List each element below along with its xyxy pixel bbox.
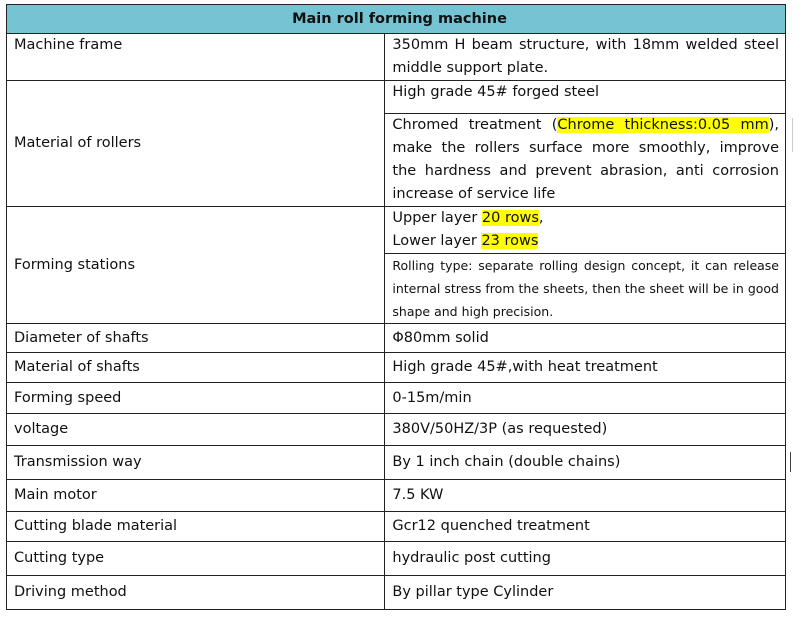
spec-table <box>6 4 786 610</box>
main-motor-label: Main motor <box>7 480 385 512</box>
driving-method-value: By pillar type Cylinder <box>385 576 786 610</box>
table-row <box>7 576 786 610</box>
edge-mark-bottom <box>790 452 791 472</box>
lower-layer-line <box>392 230 785 253</box>
shaft-diameter-value: Φ80mm solid <box>385 324 786 353</box>
table-row <box>7 324 786 353</box>
forming-stations-value <box>385 207 786 254</box>
chrome-text-post: ), make the rollers surface more smoothly, improve the hardness and prevent abrasion, anti corrosion increase of service life <box>392 117 779 202</box>
driving-method-label: Driving method <box>7 576 385 610</box>
cutting-type-label: Cutting type <box>7 542 385 576</box>
chrome-thickness-highlight: Chrome thickness:0.05 mm <box>557 117 769 133</box>
lower-layer-text: Lower layer <box>392 233 482 249</box>
table-row <box>7 34 786 81</box>
forming-stations-label: Forming stations <box>7 207 385 324</box>
table-row <box>7 383 786 414</box>
table-row <box>7 81 786 114</box>
shaft-material-label: Material of shafts <box>7 353 385 383</box>
table-row <box>7 414 786 446</box>
lower-layer-rows-highlight: 23 rows <box>481 233 539 249</box>
table-row <box>7 353 786 383</box>
shaft-diameter-label: Diameter of shafts <box>7 324 385 353</box>
voltage-value: 380V/50HZ/3P (as requested) <box>385 414 786 446</box>
chrome-text-pre: Chromed treatment ( <box>392 117 558 133</box>
forming-speed-label: Forming speed <box>7 383 385 414</box>
material-of-rollers-value-2 <box>385 114 786 207</box>
machine-frame-label: Machine frame <box>7 34 385 81</box>
material-of-rollers-value-1: High grade 45# forged steel <box>385 81 786 114</box>
table-row <box>7 207 786 254</box>
cutting-blade-value: Gcr12 quenched treatment <box>385 512 786 542</box>
table-title: Main roll forming machine <box>7 5 786 34</box>
table-row <box>7 480 786 512</box>
upper-layer-line <box>392 207 785 230</box>
shaft-material-value: High grade 45#,with heat treatment <box>385 353 786 383</box>
transmission-value: By 1 inch chain (double chains) <box>385 446 786 480</box>
cutting-blade-label: Cutting blade material <box>7 512 385 542</box>
upper-layer-text: Upper layer <box>392 210 482 226</box>
edge-mark-top <box>792 118 793 152</box>
machine-frame-value: 350mm H beam structure, with 18mm welded steel middle support plate. <box>385 34 786 81</box>
upper-layer-rows-highlight: 20 rows <box>481 210 539 226</box>
table-row <box>7 446 786 480</box>
main-motor-value: 7.5 KW <box>385 480 786 512</box>
rolling-type-note: Rolling type: separate rolling design concept, it can release internal stress from the sheets, then the sheet will be in good shape and high precision. <box>385 254 786 324</box>
voltage-label: voltage <box>7 414 385 446</box>
table-row <box>7 512 786 542</box>
material-of-rollers-label: Material of rollers <box>7 81 385 207</box>
upper-layer-comma: , <box>538 210 544 226</box>
forming-speed-value: 0-15m/min <box>385 383 786 414</box>
transmission-label: Transmission way <box>7 446 385 480</box>
table-row <box>7 542 786 576</box>
cutting-type-value: hydraulic post cutting <box>385 542 786 576</box>
